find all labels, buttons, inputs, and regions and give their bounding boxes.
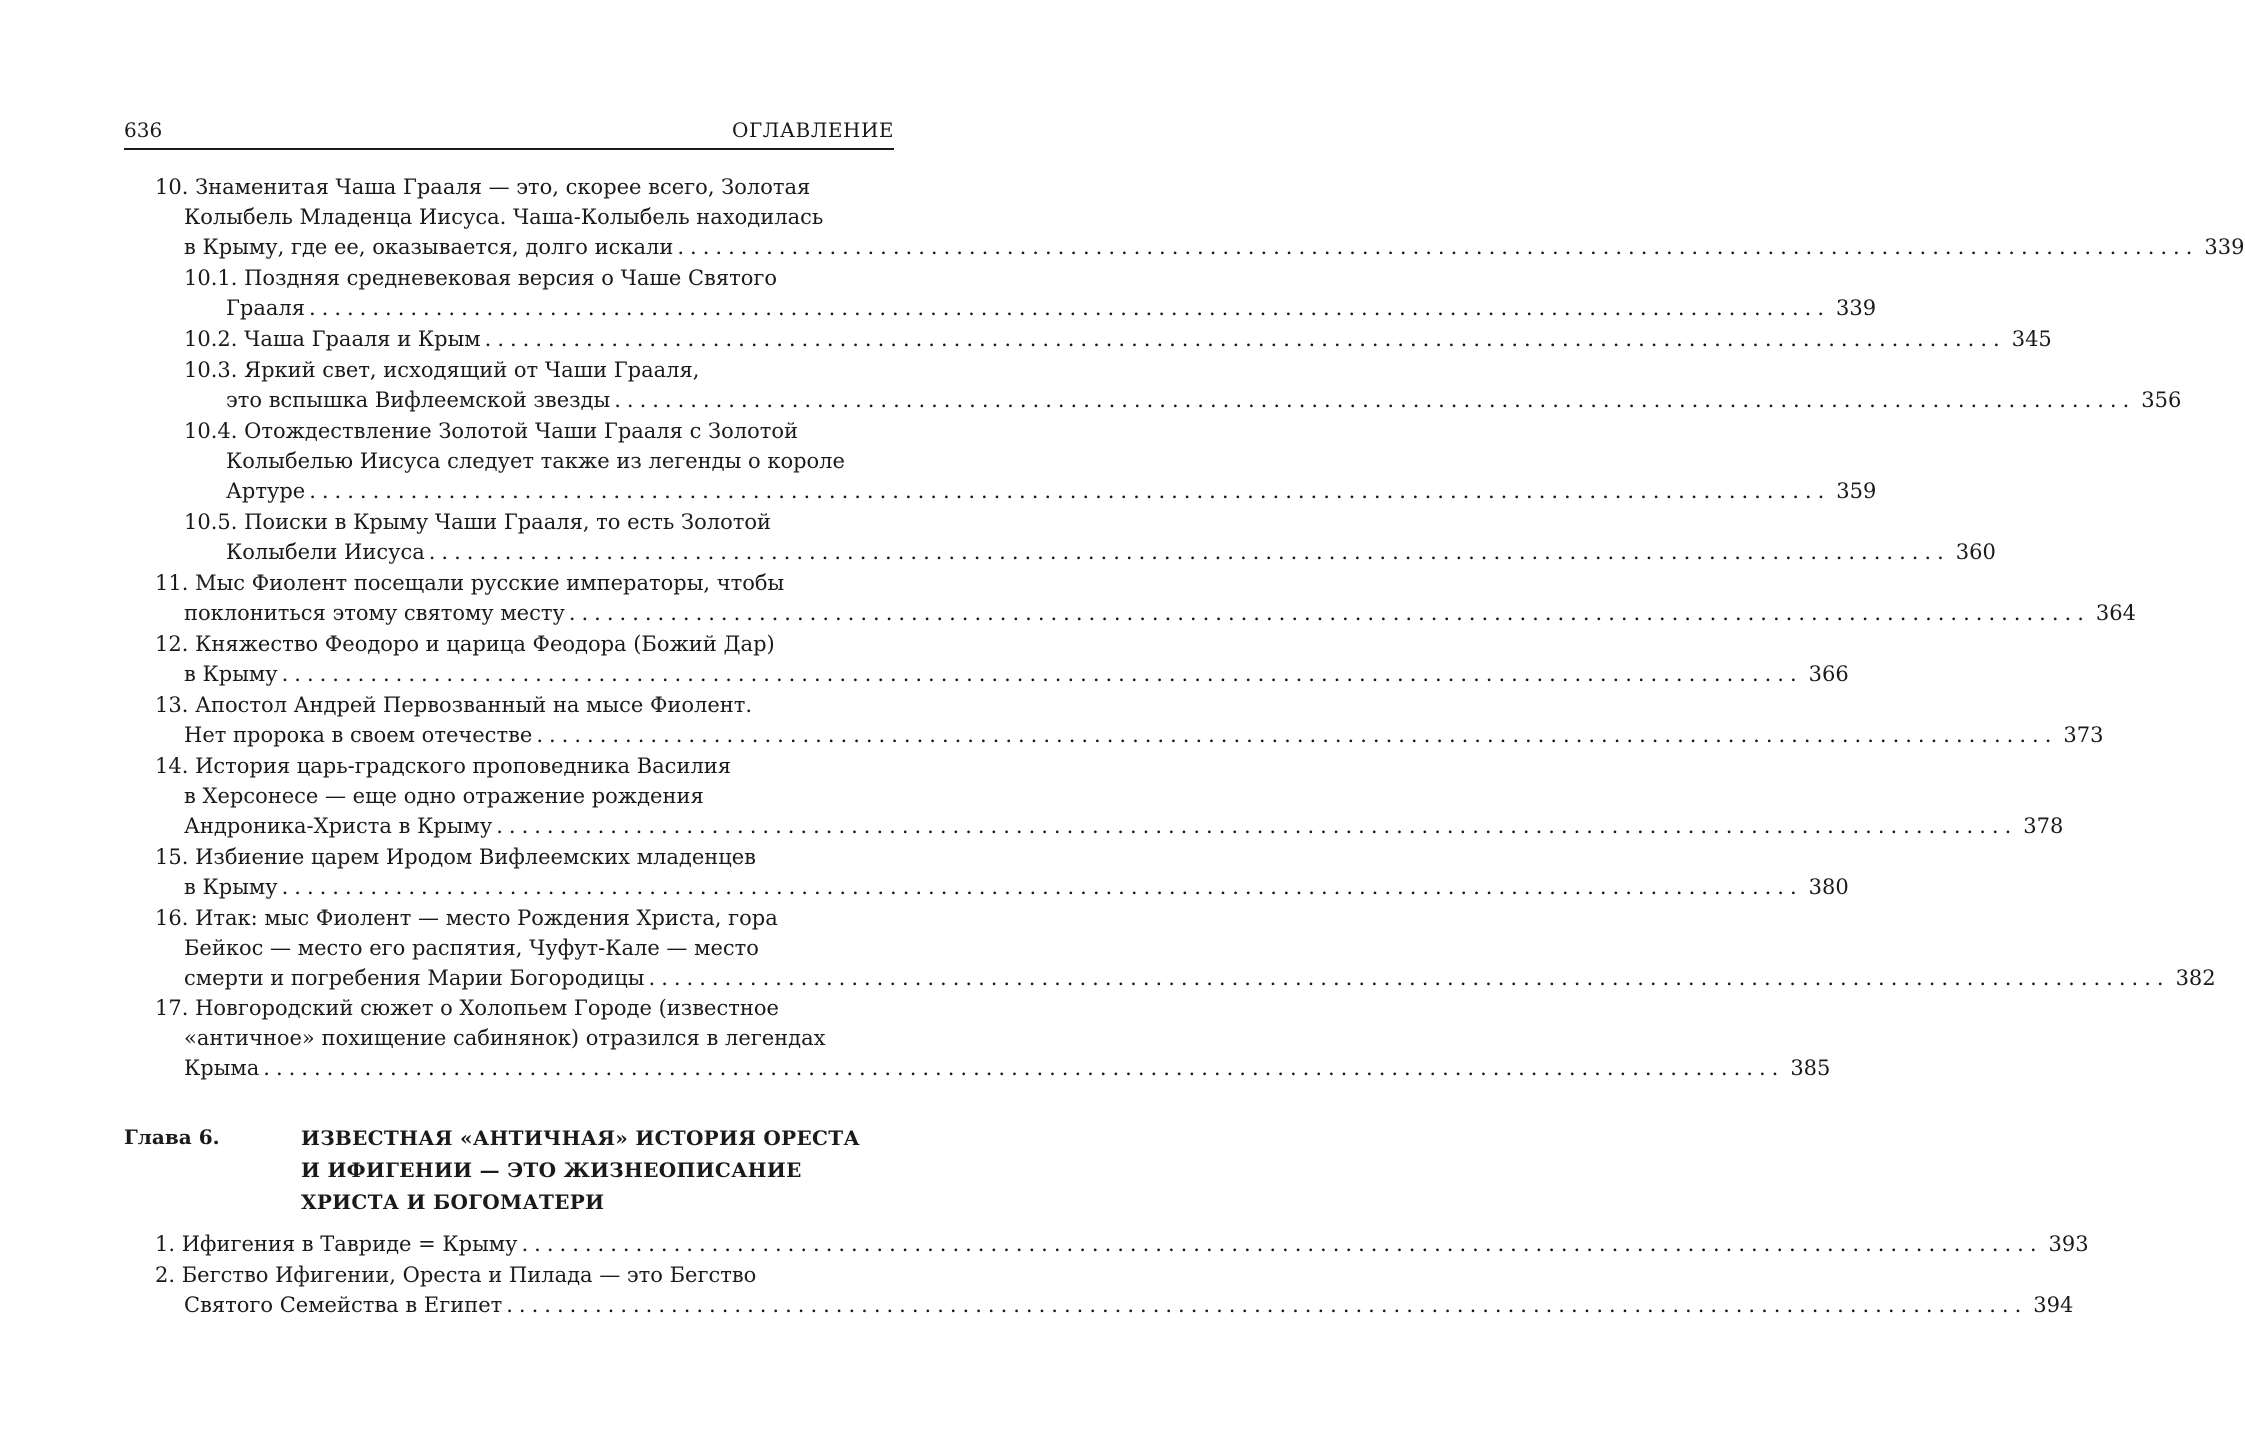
- toc-page-number: 382: [2175, 966, 2216, 990]
- toc-entry-text: 10.3. Яркий свет, исходящий от Чаши Грааля,: [184, 358, 700, 382]
- toc-page-number: 373: [2063, 723, 2104, 747]
- dot-leader: ........................................................................................................................: [281, 875, 1803, 899]
- toc-entry-text: Колыбели Иисуса: [226, 540, 425, 564]
- toc-entry: [184, 355, 2182, 415]
- toc-entry-text: смерти и погребения Марии Богородицы: [184, 966, 645, 990]
- dot-leader: ........................................................................................................................: [281, 662, 1803, 686]
- toc-entry-text: 11. Мыс Фиолент посещали русские императоры, чтобы: [155, 571, 785, 595]
- toc-page-number: 339: [1836, 296, 1877, 320]
- toc-entry-text: «античное» похищение сабинянок) отразился в легендах: [184, 1026, 826, 1050]
- toc-entry-text: 12. Княжество Феодоро и царица Феодора (Божий Дар): [155, 632, 775, 656]
- dot-leader: ........................................................................................................................: [521, 1232, 2043, 1256]
- toc-entry: [184, 324, 2052, 354]
- dot-leader: ........................................................................................................................: [309, 479, 1831, 503]
- toc-entry: [155, 1260, 2074, 1320]
- toc-entry-text: 10.4. Отождествление Золотой Чаши Грааля с Золотой: [184, 419, 798, 443]
- toc-entry: [155, 172, 2245, 262]
- chapter-title-line: И ИФИГЕНИИ — ЭТО ЖИЗНЕОПИСАНИЕ: [301, 1158, 802, 1182]
- toc-entry: [155, 1229, 2089, 1259]
- toc-page-number: 356: [2141, 388, 2182, 412]
- dot-leader: ........................................................................................................................: [536, 723, 2058, 747]
- toc-entry-text: 15. Избиение царем Иродом Вифлеемских младенцев: [155, 845, 756, 869]
- toc-page-number: 360: [1955, 540, 1996, 564]
- page-header: [124, 116, 894, 150]
- toc-entry-text: 2. Бегство Ифигении, Ореста и Пилада — это Бегство: [155, 1263, 757, 1287]
- toc-entry: [155, 690, 2104, 750]
- toc-entry-text: 17. Новгородский сюжет о Холопьем Городе (известное: [155, 996, 779, 1020]
- toc-entry-text: Святого Семейства в Египет: [184, 1293, 503, 1317]
- toc-page-number: 394: [2033, 1293, 2074, 1317]
- toc-entry-text: Колыбелью Иисуса следует также из легенды о короле: [226, 449, 845, 473]
- page-number: 636: [124, 118, 163, 142]
- chapter-title-line: ИЗВЕСТНАЯ «АНТИЧНАЯ» ИСТОРИЯ ОРЕСТА: [301, 1126, 861, 1150]
- dot-leader: ........................................................................................................................: [506, 1293, 2028, 1317]
- toc-entry-text: в Херсонесе — еще одно отражение рождения: [184, 784, 704, 808]
- dot-leader: ........................................................................................................................: [308, 296, 1831, 320]
- toc-entry-text: 10.1. Поздняя средневековая версия о Чаше Святого: [184, 266, 778, 290]
- toc-page-number: 366: [1808, 662, 1849, 686]
- toc-entry: [184, 507, 1996, 567]
- toc-entry-text: Грааля: [226, 296, 305, 320]
- toc-entry: [155, 568, 2136, 628]
- toc-entry-text: Крыма: [184, 1056, 260, 1080]
- chapter-label: Глава 6.: [124, 1125, 220, 1149]
- toc-entry-text: 1. Ифигения в Тавриде = Крыму: [155, 1232, 518, 1256]
- chapter-title: [301, 1122, 894, 1218]
- running-title: ОГЛАВЛЕНИЕ: [732, 118, 894, 142]
- toc-entry-text: это вспышка Вифлеемской звезды: [226, 388, 611, 412]
- toc-page-number: 378: [2023, 814, 2064, 838]
- toc-page-number: 359: [1836, 479, 1877, 503]
- toc-entry: [155, 629, 1849, 689]
- toc-entry-text: 10. Знаменитая Чаша Грааля — это, скорее всего, Золотая: [155, 175, 811, 199]
- dot-leader: ........................................................................................................................: [677, 235, 2199, 259]
- chapter-title-line: ХРИСТА И БОГОМАТЕРИ: [301, 1190, 605, 1214]
- toc-entry-text: в Крыму, где ее, оказывается, долго искали: [184, 235, 674, 259]
- toc-entry-text: поклониться этому святому месту: [184, 601, 565, 625]
- toc-entry-text: 14. История царь-градского проповедника Василия: [155, 754, 732, 778]
- toc-page-number: 380: [1808, 875, 1849, 899]
- toc-entry-text: 10.5. Поиски в Крыму Чаши Грааля, то есть Золотой: [184, 510, 771, 534]
- toc-entry: [184, 263, 1877, 323]
- toc-entry: [155, 993, 1831, 1083]
- toc-page-number: 345: [2011, 327, 2052, 351]
- dot-leader: ........................................................................................................................: [648, 966, 2170, 990]
- toc-entry-text: Бейкос — место его распятия, Чуфут-Кале — место: [184, 936, 759, 960]
- toc-page-number: 339: [2204, 235, 2245, 259]
- toc-entry: [155, 903, 2216, 993]
- dot-leader: ........................................................................................................................: [263, 1056, 1785, 1080]
- toc-entry-text: Артуре: [226, 479, 306, 503]
- toc-entry-text: Нет пророка в своем отечестве: [184, 723, 533, 747]
- toc-entry-text: Андроника-Христа в Крыму: [184, 814, 493, 838]
- dot-leader: ........................................................................................................................: [484, 327, 2006, 351]
- dot-leader: ........................................................................................................................: [428, 540, 1950, 564]
- chapter-heading: [124, 1122, 894, 1222]
- toc-entry-text: 13. Апостол Андрей Первозванный на мысе Фиолент.: [155, 693, 753, 717]
- toc-entry: [155, 751, 2064, 841]
- toc-entry: [184, 416, 1877, 506]
- toc-entry: [155, 842, 1849, 902]
- toc-entry-text: Колыбель Младенца Иисуса. Чаша-Колыбель находилась: [184, 205, 824, 229]
- toc-entry-text: в Крыму: [184, 662, 278, 686]
- toc-entry-text: в Крыму: [184, 875, 278, 899]
- toc-entry-text: 16. Итак: мыс Фиолент — место Рождения Христа, гора: [155, 906, 778, 930]
- dot-leader: ........................................................................................................................: [614, 388, 2136, 412]
- toc-page-number: 385: [1790, 1056, 1831, 1080]
- toc-entry-text: 10.2. Чаша Грааля и Крым: [184, 327, 481, 351]
- toc-page-number: 364: [2095, 601, 2136, 625]
- dot-leader: ........................................................................................................................: [496, 814, 2018, 838]
- dot-leader: ........................................................................................................................: [568, 601, 2090, 625]
- toc-page-number: 393: [2048, 1232, 2089, 1256]
